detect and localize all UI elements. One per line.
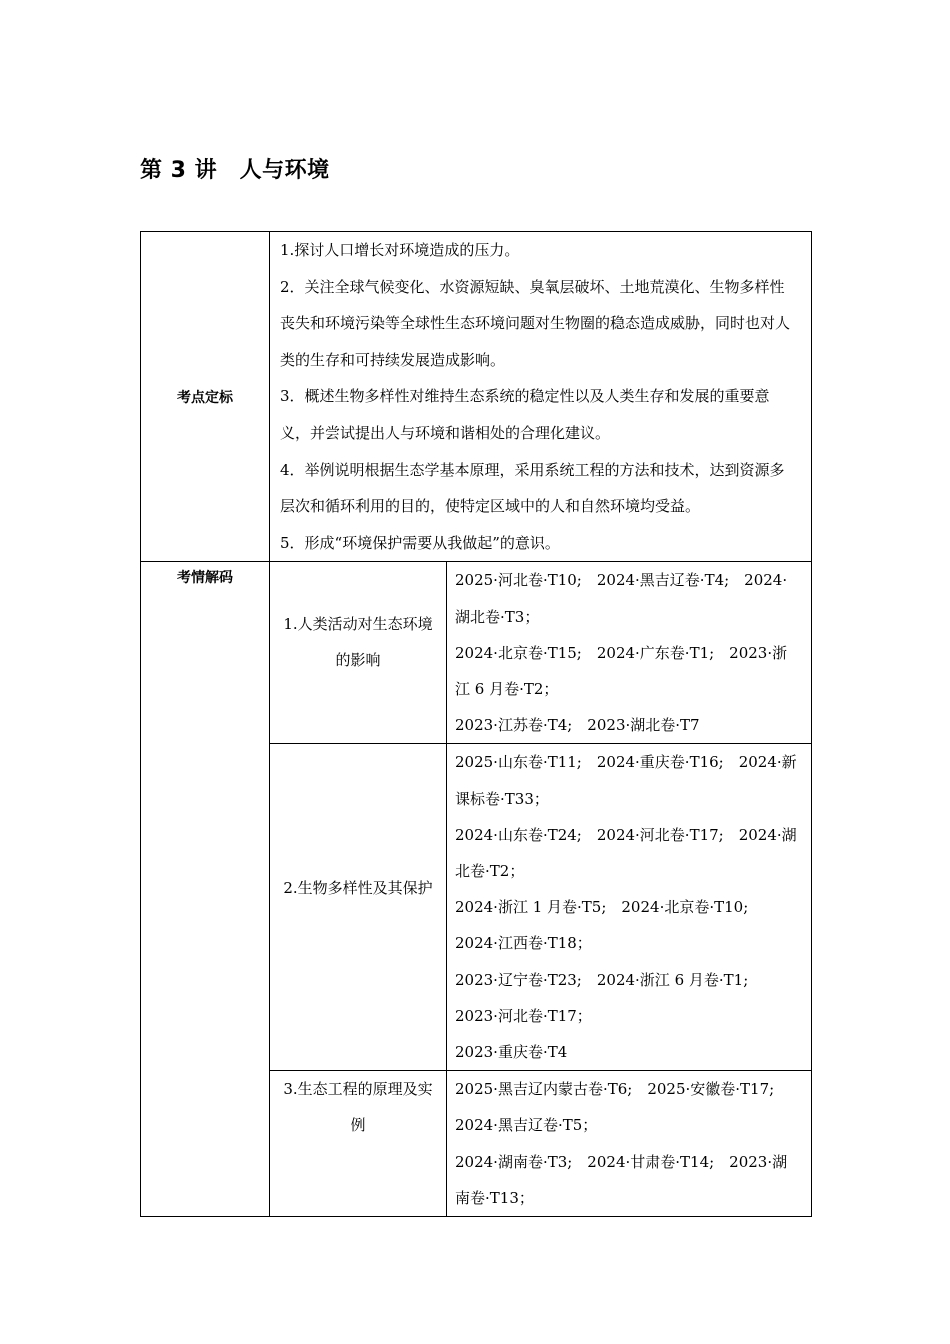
- ref-line: 2024·江西卷·T18；: [455, 934, 592, 953]
- objective-item: 4．举例说明根据生态学基本原理，采用系统工程的方法和技术，达到资源多层次和循环利用的目的，使特定区域中的人和自然环境均受益。: [280, 460, 785, 516]
- ref-line: 2023·河北卷·T17；: [455, 1006, 592, 1025]
- topic-name: 3.生态工程的原理及实例: [270, 1071, 447, 1217]
- objectives-list: [270, 232, 812, 562]
- page-title: 第 3 讲 人与环境: [140, 158, 330, 183]
- objective-item: 3．概述生物多样性对维持生态系统的稳定性以及人类生存和发展的重要意义，并尝试提出人与环境和谐相处的合理化建议。: [280, 387, 770, 442]
- objective-item: 2．关注全球气候变化、水资源短缺、臭氧层破坏、土地荒漠化、生物多样性丧失和环境污染等全球性生态环境问题对生物圈的稳态造成威胁，同时也对人类的生存和可持续发展造成影响。: [280, 277, 791, 369]
- topic-refs: [447, 744, 812, 1071]
- ref-line: 2024·山东卷·T24; 2024·河北卷·T17; 2024·湖北卷·T2；: [455, 825, 797, 880]
- ref-line: 2025·河北卷·T10; 2024·黑吉辽卷·T4; 2024·湖北卷·T3；: [455, 571, 788, 626]
- syllabus-table: [140, 231, 812, 1217]
- topic-name: 1.人类活动对生态环境的影响: [270, 562, 447, 744]
- ref-line: 2024·黑吉辽卷·T5；: [455, 1116, 598, 1135]
- ref-line: 2024·北京卷·T15; 2024·广东卷·T1; 2023·浙江 6 月卷·T2；: [455, 643, 788, 698]
- ref-line: 2023·辽宁卷·T23; 2024·浙江 6 月卷·T1;: [455, 970, 749, 989]
- analysis-header: 考情解码: [141, 562, 270, 1217]
- objective-item: 5．形成“环境保护需要从我做起”的意识。: [280, 533, 560, 552]
- topic-name: 2.生物多样性及其保护: [270, 744, 447, 1071]
- topic-refs: [447, 562, 812, 744]
- objectives-row: [141, 232, 812, 562]
- ref-line: 2025·山东卷·T11; 2024·重庆卷·T16; 2024·新课标卷·T33；: [455, 753, 797, 808]
- topic-row: [141, 562, 812, 744]
- objectives-header: 考点定标: [141, 232, 270, 562]
- objective-item: 1.探讨人口增长对环境造成的压力。: [280, 241, 520, 259]
- ref-line: 2025·黑吉辽内蒙古卷·T6; 2025·安徽卷·T17;: [455, 1080, 775, 1099]
- topic-refs: [447, 1071, 812, 1217]
- ref-line: 2023·江苏卷·T4; 2023·湖北卷·T7: [455, 716, 700, 735]
- ref-line: 2024·湖南卷·T3; 2024·甘肃卷·T14; 2023·湖南卷·T13；: [455, 1152, 788, 1207]
- ref-line: 2023·重庆卷·T4: [455, 1042, 568, 1061]
- ref-line: 2024·浙江 1 月卷·T5; 2024·北京卷·T10;: [455, 898, 749, 917]
